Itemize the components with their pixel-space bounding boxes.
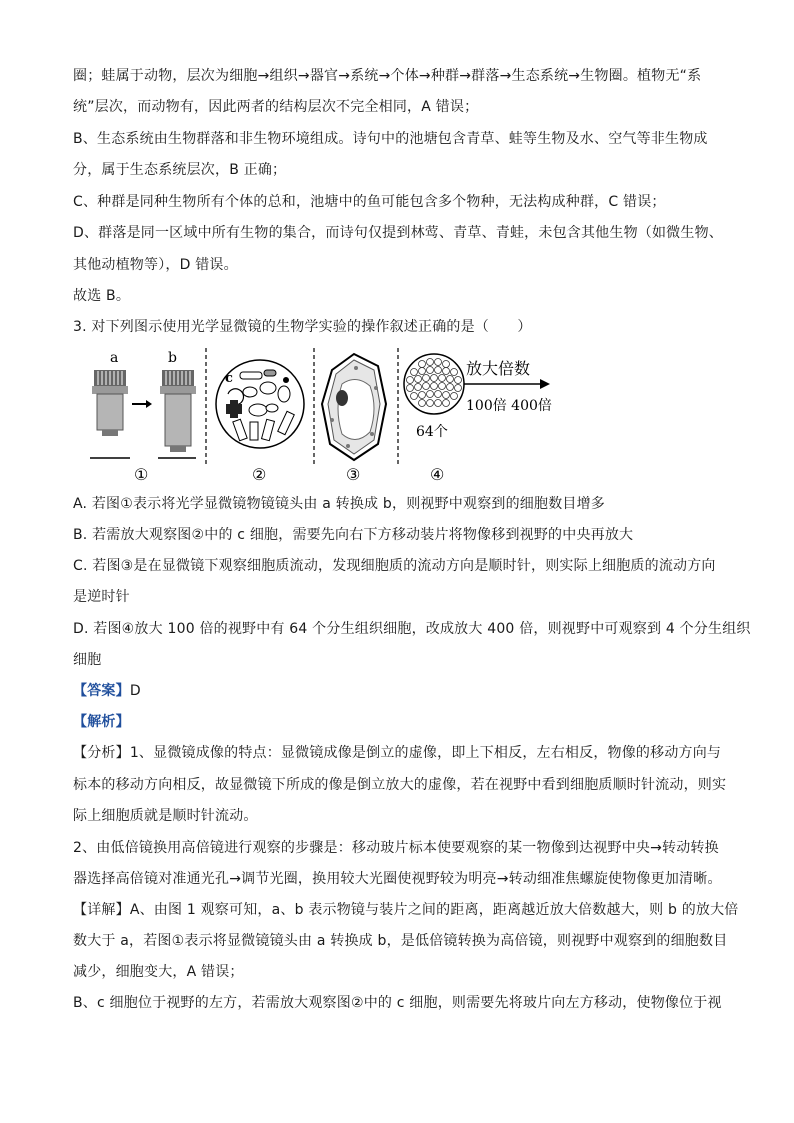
- text-line: 分，属于生态系统层次，B 正确；: [73, 162, 287, 178]
- answer-tag: 【答案】: [73, 683, 130, 699]
- analysis-line: 际上细胞质就是顺时针流动。: [73, 808, 258, 824]
- option-c-cont: 是逆时针: [73, 589, 130, 605]
- detail-text: A、由图 1 观察可知，a、b 表示物镜与装片之间的距离，距离越近放大倍数越大，则 b 的放大倍: [129, 902, 739, 918]
- option-d-cont: 细胞: [73, 652, 102, 668]
- text-line: B、生态系统由生物群落和非生物环境组成。诗句中的池塘包含青草、蛙等生物及水、空气等非生物成: [73, 131, 708, 147]
- analysis-text: 1、显微镜成像的特点：显微镜成像是倒立的虚像，即上下相反，左右相反，物像的移动方向与: [129, 745, 722, 761]
- panel-4-label: ④: [430, 465, 445, 484]
- analysis-line: [73, 743, 721, 763]
- microscope-figure: [86, 348, 556, 484]
- text-line: 圈；蛙属于动物，层次为细胞→组织→器官→系统→个体→种群→群落→生态系统→生物圈。植物无“系: [73, 68, 702, 84]
- detail-line: B、c 细胞位于视野的左方，若需放大观察图②中的 c 细胞，则需要先将玻片向左方移动，使物像位于视: [73, 995, 722, 1011]
- objective-a-icon: [92, 370, 128, 436]
- label-c: c: [225, 371, 233, 386]
- plant-cell-icon: [322, 354, 386, 460]
- analysis-line: 2、由低倍镜换用高倍镜进行观察的步骤是：移动玻片标本使要观察的某一物像到达视野中央→转动转换: [73, 840, 719, 856]
- panel-2-label: ②: [252, 465, 267, 484]
- detail-line: 减少，细胞变大，A 错误；: [73, 964, 244, 980]
- magnification-arrow-label: 放大倍数: [466, 359, 531, 378]
- panel-3-label: ③: [346, 465, 361, 484]
- question-title: 3. 对下列图示使用光学显微镜的生物学实验的操作叙述正确的是（ ）: [73, 319, 532, 335]
- label-a: a: [110, 350, 119, 366]
- option-a: A. 若图①表示将光学显微镜物镜镜头由 a 转换成 b，则视野中观察到的细胞数目增多: [73, 496, 605, 512]
- field-of-view-4-icon: [404, 354, 464, 414]
- label-b: b: [168, 350, 177, 366]
- magnification-values: 100倍 400倍: [466, 398, 552, 414]
- text-line: C、种群是同种生物所有个体的总和，池塘中的鱼可能包含多个物种，无法构成种群，C 错误；: [73, 194, 666, 210]
- option-b: B. 若需放大观察图②中的 c 细胞，需要先向右下方移动装片将物像移到视野的中央再放大: [73, 527, 634, 543]
- analysis-line: 器选择高倍镜对准通光孔→调节光圈，换用较大光圈使视野较为明亮→转动细准焦螺旋使物像更加清晰。: [73, 871, 722, 887]
- text-line: 统”层次，而动物有，因此两者的结构层次不完全相同，A 错误；: [73, 99, 479, 115]
- text-line: 其他动植物等），D 错误。: [73, 257, 238, 273]
- detail-line: [73, 900, 739, 920]
- option-c: C. 若图③是在显微镜下观察细胞质流动，发现细胞质的流动方向是顺时针，则实际上细胞质的流动方向: [73, 558, 716, 574]
- panel-1-label: ①: [134, 465, 149, 484]
- text-line: 故选 B。: [73, 288, 131, 304]
- text-line: D、群落是同一区域中所有生物的集合，而诗句仅提到林莺、青草、青蛙，未包含其他生物（如微生物、: [73, 225, 723, 241]
- detail-tag: 【详解】: [73, 902, 130, 918]
- cell-count-label: 64个: [416, 424, 448, 440]
- analysis-tag-2: 【分析】: [73, 745, 130, 761]
- detail-line: 数大于 a，若图①表示将显微镜镜头由 a 转换成 b，是低倍镜转换为高倍镜，则视野中观察到的细胞数目: [73, 933, 728, 949]
- option-d: D. 若图④放大 100 倍的视野中有 64 个分生组织细胞，改成放大 400 倍，则视野中可观察到 4 个分生组织: [73, 621, 751, 637]
- analysis-heading: [73, 712, 130, 732]
- answer-line: [73, 681, 141, 701]
- analysis-tag: 【解析】: [73, 714, 130, 730]
- analysis-line: 标本的移动方向相反，故显微镜下所成的像是倒立放大的虚像，若在视野中看到细胞质顺时针流动，则实: [73, 777, 727, 793]
- objective-b-icon: [160, 370, 196, 452]
- answer-value: D: [129, 683, 141, 699]
